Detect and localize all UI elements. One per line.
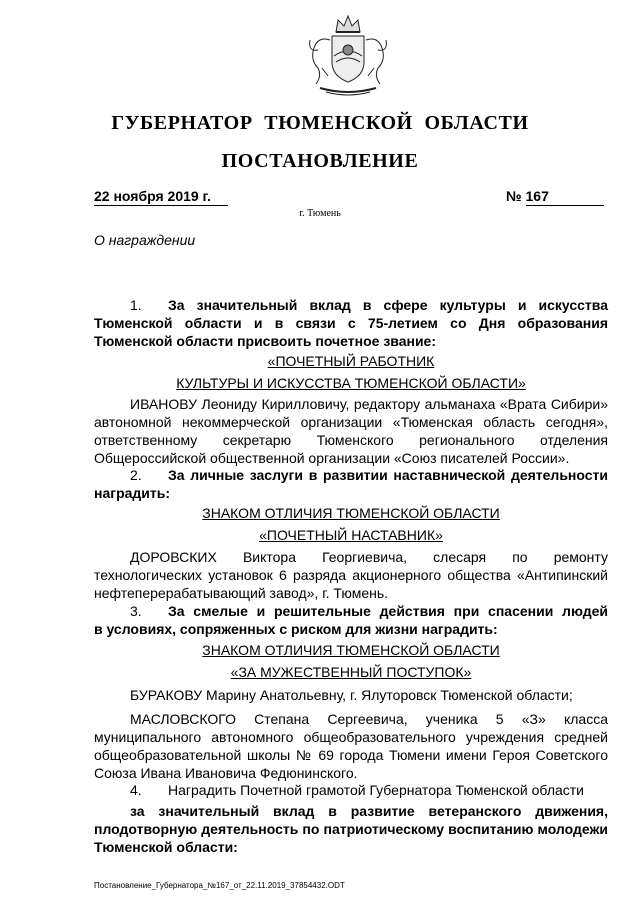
section-number: 4.	[130, 782, 142, 798]
recipient-text: БУРАКОВУ Марину Анатольевну, г. Ялуторовск Тюменской области;	[130, 687, 573, 703]
page-title: ГУБЕРНАТОР ТЮМЕНСКОЙ ОБЛАСТИ	[111, 112, 529, 134]
section-number: 2.	[130, 467, 142, 483]
section-3-text: 3. За смелые и решительные действия при спасении людей в условиях, сопряженных с риском для жизни наградить:	[94, 603, 608, 637]
document-number: № 167	[506, 188, 549, 204]
section-4-reason: за значительный вклад в развитие ветеранского движения, плодотворную деятельность по патриотическому воспитанию молодежи Тюменской области:	[94, 803, 608, 855]
award-title: ЗНАКОМ ОТЛИЧИЯ ТЮМЕНСКОЙ ОБЛАСТИ	[202, 642, 500, 658]
recipient-text: ИВАНОВУ Леониду Кирилловичу, редактору альманаха «Врата Сибири» автономной некоммерческой организации «Тюменская область сегодня», ответственному секретарю Тюменского регионального отделения Общероссийской общественной организации «Союз писателей России».	[94, 396, 608, 466]
award-title: «ПОЧЕТНЫЙ РАБОТНИК	[267, 353, 435, 369]
section-1-text: 1. За значительный вклад в сфере культуры и искусства Тюменской области и в связи с 75-летием со Дня образования Тюменской области присвоить почетное звание:	[94, 297, 608, 349]
award-title: ЗНАКОМ ОТЛИЧИЯ ТЮМЕНСКОЙ ОБЛАСТИ	[202, 505, 500, 521]
section-4-text: 4. Наградить Почетной грамотой Губернатора Тюменской области	[130, 782, 585, 798]
award-title: «ЗА МУЖЕСТВЕННЫЙ ПОСТУПОК»	[230, 664, 472, 680]
section-2-text: 2. За личные заслуги в развитии наставнической деятельности наградить:	[94, 467, 608, 501]
number-underline	[526, 205, 604, 206]
award-title: «ПОЧЕТНЫЙ НАСТАВНИК»	[259, 527, 443, 543]
section-number: 1.	[130, 297, 142, 313]
document-city: г. Тюмень	[299, 208, 341, 219]
file-footer: Постановление_Губернатора_№167_от_22.11.2019_37854432.ODT	[94, 881, 345, 890]
document-date: 22 ноября 2019 г.	[94, 188, 228, 206]
section-number: 3.	[130, 603, 142, 619]
award-title: КУЛЬТУРЫ И ИСКУССТВА ТЮМЕНСКОЙ ОБЛАСТИ»	[176, 375, 526, 391]
recipient-text: ДОРОВСКИХ Виктора Георгиевича, слесаря по ремонту технологических установок 6 разряда акционерного общества «Антипинский нефтеперерабатывающий завод», г. Тюмень.	[94, 549, 608, 601]
document-subject: О награждении	[94, 232, 196, 248]
recipient-text: МАСЛОВСКОГО Степана Сергеевича, ученика 5 «З» класса муниципального автономного общеобразовательного учреждения средней общеобразовательной школы № 69 города Тюмени имени Героя Советского Союза Ивана Ивановича Федюнинского.	[94, 711, 608, 781]
document-type: ПОСТАНОВЛЕНИЕ	[221, 150, 419, 172]
tyumen-region-coat-of-arms-icon	[300, 10, 396, 100]
